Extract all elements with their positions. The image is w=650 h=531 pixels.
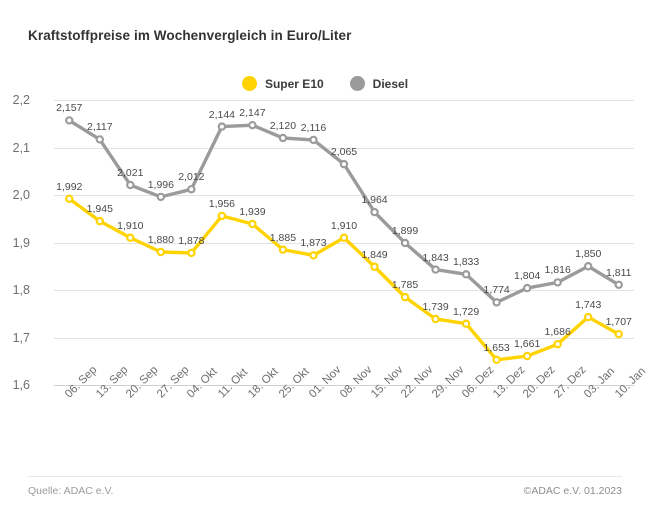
data-point[interactable]: [494, 357, 500, 363]
footer-divider: [28, 476, 622, 477]
data-point-label: 2,021: [117, 167, 144, 180]
data-point-label: 1,873: [300, 237, 327, 250]
x-axis-tick-label: 25. Okt: [276, 365, 312, 401]
data-point[interactable]: [524, 285, 530, 291]
legend-color-swatch-diesel: [350, 76, 365, 91]
x-axis-tick-label: 11. Okt: [215, 366, 250, 401]
y-axis-tick-label: 1,8: [12, 283, 30, 297]
data-point-label: 1,843: [422, 251, 449, 264]
page-title: Kraftstoffpreise im Wochenvergleich in Euro/Liter: [28, 28, 352, 43]
data-point[interactable]: [616, 331, 622, 337]
data-point[interactable]: [66, 196, 72, 202]
data-point-label: 1,661: [514, 338, 541, 351]
data-point-label: 1,899: [391, 224, 419, 237]
data-point-label: 1,833: [452, 256, 480, 269]
data-point[interactable]: [310, 137, 316, 143]
legend-item-diesel[interactable]: [350, 76, 408, 91]
data-point-label: 1,945: [86, 203, 113, 216]
x-axis-tick-label: 06. Sep: [63, 363, 100, 401]
data-point[interactable]: [585, 263, 591, 269]
data-point-label: 1,996: [147, 178, 174, 191]
data-point-label: 2,144: [208, 108, 236, 121]
x-axis-tick-label: 10. Jan: [612, 365, 648, 401]
data-point-label: 1,910: [330, 219, 358, 232]
data-point[interactable]: [432, 316, 438, 322]
y-axis-tick-label: 1,9: [12, 235, 30, 250]
data-point[interactable]: [585, 314, 591, 320]
data-point-label: 1,910: [117, 219, 144, 232]
data-point-label: 1,707: [605, 316, 632, 329]
data-point-label: 1,956: [208, 197, 236, 210]
data-point[interactable]: [158, 194, 164, 200]
data-point[interactable]: [341, 161, 347, 167]
data-point-label: 2,012: [178, 171, 205, 184]
y-axis-tick-label: 1,6: [12, 378, 30, 392]
plot-area: [12, 93, 634, 392]
data-point[interactable]: [371, 264, 377, 270]
x-axis-tick-label: 22. Nov: [399, 363, 436, 401]
data-point[interactable]: [127, 235, 133, 241]
source-note: Quelle: ADAC e.V.: [28, 485, 114, 497]
x-axis-tick-label: 29. Nov: [429, 363, 467, 401]
data-point[interactable]: [249, 221, 255, 227]
data-point-label: 1,686: [544, 326, 571, 339]
data-point-label: 2,157: [56, 102, 83, 115]
data-point[interactable]: [432, 266, 438, 272]
data-point[interactable]: [555, 279, 561, 285]
x-axis-tick-label: 15. Nov: [368, 363, 406, 401]
series-lines: [54, 100, 634, 385]
data-point[interactable]: [219, 124, 225, 130]
x-axis-tick-label: 03. Jan: [582, 365, 618, 401]
data-point-label: 1,885: [269, 231, 297, 244]
x-axis-tick-label: 18. Okt: [246, 365, 282, 401]
data-point-label: 1,653: [483, 341, 510, 354]
data-point[interactable]: [249, 122, 255, 128]
y-axis-tick-label: 2,2: [12, 93, 30, 107]
data-point[interactable]: [494, 299, 500, 305]
data-point-label: 2,120: [269, 120, 297, 132]
data-point[interactable]: [341, 235, 347, 241]
copyright-note: ©ADAC e.V. 01.2023: [523, 485, 622, 497]
data-point[interactable]: [616, 282, 622, 288]
data-point[interactable]: [188, 186, 194, 192]
x-axis-tick-label: 13. Sep: [93, 363, 131, 401]
legend-label-super: Super E10: [264, 76, 324, 91]
data-point[interactable]: [280, 247, 286, 253]
legend-color-swatch-super: [242, 76, 257, 91]
data-point-label: 2,147: [239, 107, 266, 120]
data-point-label: 1,804: [514, 270, 541, 283]
data-point-label: 1,964: [361, 194, 388, 207]
data-point[interactable]: [463, 321, 469, 327]
data-point[interactable]: [158, 249, 164, 255]
data-point-label: 1,878: [178, 234, 205, 247]
data-point-label: 1,743: [575, 299, 602, 312]
x-axis-tick-label: 20. Dez: [521, 363, 558, 401]
data-point[interactable]: [66, 117, 72, 123]
x-axis-tick-label: 06. Dez: [460, 363, 497, 401]
data-point-label: 2,116: [300, 121, 327, 134]
y-axis-tick-label: 2,0: [12, 188, 30, 202]
data-point[interactable]: [371, 209, 377, 215]
x-axis-tick-label: 04. Okt: [185, 365, 221, 401]
data-point-label: 2,065: [330, 146, 358, 159]
data-point[interactable]: [127, 182, 133, 188]
data-point-label: 1,849: [361, 248, 388, 261]
legend-item-super-e10[interactable]: [242, 76, 324, 91]
legend-label-diesel: Diesel: [372, 76, 409, 91]
y-axis-tick-label: 1,7: [12, 330, 30, 345]
data-point[interactable]: [310, 252, 316, 258]
data-point[interactable]: [219, 213, 225, 219]
data-point[interactable]: [555, 341, 561, 347]
data-point-label: 1,880: [147, 234, 174, 246]
x-axis-tick-label: 01. Nov: [307, 363, 344, 401]
data-point[interactable]: [524, 353, 530, 359]
data-point-label: 1,785: [391, 279, 419, 292]
data-point[interactable]: [402, 294, 408, 300]
data-point[interactable]: [188, 250, 194, 256]
x-axis-tick-label: 13. Dez: [490, 363, 528, 401]
x-axis-tick-label: 08. Nov: [338, 363, 375, 401]
data-point-label: 1,811: [605, 266, 632, 279]
data-point-label: 1,739: [422, 300, 449, 313]
x-axis-tick-label: 27. Dez: [551, 363, 589, 401]
chart-legend: [0, 76, 650, 91]
data-point[interactable]: [97, 218, 103, 224]
data-point-label: 1,816: [544, 264, 571, 277]
data-point-label: 2,117: [87, 121, 113, 134]
data-point-label: 1,774: [483, 284, 510, 297]
data-point[interactable]: [402, 240, 408, 246]
y-axis-tick-label: 2,1: [12, 140, 30, 155]
data-point[interactable]: [280, 135, 286, 141]
data-point[interactable]: [97, 136, 103, 142]
data-point-label: 1,729: [452, 305, 480, 318]
x-axis-tick-label: 27. Sep: [154, 363, 192, 401]
data-point-label: 1,992: [56, 180, 83, 193]
data-point-label: 1,850: [575, 248, 602, 261]
data-point-label: 1,939: [239, 205, 266, 218]
data-point[interactable]: [463, 271, 469, 277]
x-axis-tick-label: 20. Sep: [124, 363, 161, 401]
